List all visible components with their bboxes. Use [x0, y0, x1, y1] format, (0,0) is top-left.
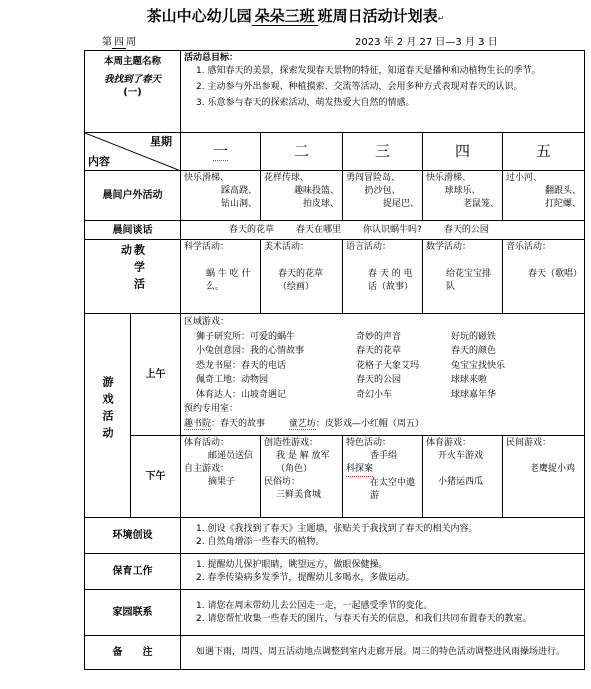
- games-afternoon-row: [85, 436, 585, 518]
- content-label: 内容: [88, 155, 110, 168]
- area-row: 恐龙书屋：春天的电话 花格子大象艾玛 兔宝宝找快乐: [196, 360, 506, 371]
- games-label: 游戏活动: [101, 375, 114, 444]
- care-row: [85, 554, 585, 590]
- date-range: 2023 年 2 月 27 日—3 月 3 日: [355, 37, 498, 48]
- schedule-table: [84, 50, 585, 670]
- goal-item: 3. 乐意参与春天的探索活动，萌发热爱大自然的情感。: [196, 98, 415, 108]
- notes-label: 备 注: [85, 636, 181, 670]
- teaching-cell: 美术活动： 春天的花草（绘画）: [261, 240, 343, 314]
- weekday-label: 星期: [150, 135, 173, 148]
- week-label: 第 四 周: [102, 37, 136, 48]
- morning-cell: [181, 314, 585, 436]
- family-row: [85, 590, 585, 636]
- theme-name: 我找到了春天: [104, 74, 162, 85]
- school-name: 茶山中心幼儿园: [146, 7, 252, 25]
- outdoor-cell: 快乐滑梯、 球球乐、 老鼠笼、: [423, 171, 503, 221]
- talk-row: [85, 221, 585, 240]
- goals-cell: [181, 51, 585, 133]
- outdoor-cell: 花样传球、 趣味投篮、 拍皮球、: [261, 171, 343, 221]
- afternoon-cell: 特色活动： 香手绢 科探案 在太空中遨游: [343, 436, 423, 518]
- outdoor-label: 晨间户外活动: [85, 171, 181, 221]
- teaching-cell: 科学活动： 蜗 牛 吃 什么。: [181, 240, 261, 314]
- special-room-heading: 预约专用室：: [184, 404, 239, 414]
- day-friday: 五: [503, 133, 585, 171]
- afternoon-label: 下午: [131, 436, 181, 518]
- outdoor-cell: 勇闯冒险岛、 扔沙包、 捉尾巴、: [343, 171, 423, 221]
- day-thursday: 四: [423, 133, 503, 171]
- day-tuesday: 二: [261, 133, 343, 171]
- goals-row: [85, 51, 585, 133]
- goals-heading: 活动总目标：: [184, 53, 239, 63]
- care-label: 保育工作: [85, 554, 181, 590]
- afternoon-cell: 体育游戏： 开火车游戏 小猪运西瓜: [423, 436, 503, 518]
- goal-item: 2. 主动参与外出参观、种植摸索、交流等活动，会用多种方式表现对春天的认识。: [196, 82, 523, 92]
- talk-label: 晨间谈话: [85, 221, 181, 240]
- teaching-cell: 音乐活动： 春天（歌唱）: [503, 240, 585, 314]
- special-room-row: 趣书院：春天的故事 童艺坊：皮影戏—小红帽（周五）: [184, 418, 424, 429]
- outdoor-cell: 过小河、 翻跟头、 打陀螺、: [503, 171, 585, 221]
- teaching-label-cell: [85, 240, 181, 314]
- environment-cell: 1. 创设《我找到了春天》主题墙，张贴关于我找到了春天的相关内容。 2. 自然角增添一些春天的植物。: [181, 518, 585, 554]
- theme-label: 本周主题名称: [104, 56, 162, 67]
- outdoor-cell: 快乐滑梯、 踩高跷、 钻山洞、: [181, 171, 261, 221]
- goal-item: 1. 感知春天的美景，探索发现春天景物的特征，知道春天是播种和动植物生长的季节。: [196, 66, 541, 76]
- weekday-corner: [85, 133, 181, 171]
- talk-item: 春天在哪里: [296, 224, 342, 235]
- games-morning-row: [85, 314, 585, 436]
- talk-item: 你认识蜗牛吗?: [363, 224, 422, 235]
- area-row: 狮子研究所：可爱的蜗牛 奇妙的声音 好玩的磁铁: [196, 331, 497, 342]
- theme-number: (一): [123, 87, 142, 98]
- outdoor-row: [85, 171, 585, 221]
- care-cell: 1. 提醒幼儿保护眼睛，眺望远方，做眼保健操。 2. 春季传染病多发季节，提醒幼儿多喝水，多做运动。: [181, 554, 585, 590]
- week-number: 四: [114, 37, 124, 48]
- teaching-cell: 语言活动： 春 天 的 电话（故事）: [343, 240, 423, 314]
- notes-cell: 如遇下雨，周四、周五活动地点调整到室内走廊开展。周三的特色活动调整进风雨操场进行。: [181, 636, 585, 670]
- family-label: 家园联系: [85, 590, 181, 636]
- area-row: 小兔创意园：我的心情故事 春天的花草 春天的颜色: [196, 346, 497, 356]
- afternoon-cell: 创造性游戏： 我 是 解 放军（角色） 民俗坊： 三鲜美食城: [261, 436, 343, 518]
- theme-cell: [85, 51, 181, 133]
- games-label-cell: [85, 314, 131, 518]
- afternoon-cell: 体育活动： 邮递员送信 自主游戏： 摘果子: [181, 436, 261, 518]
- day-monday: 一: [181, 133, 261, 171]
- talk-item: 春天的公园: [443, 224, 489, 235]
- morning-label: 上午: [131, 314, 181, 436]
- title-suffix: 班周日活动计划表: [317, 7, 438, 25]
- area-row: 体育达人：山坡奇遇记 奇幻小车 球球嘉年华: [196, 389, 497, 400]
- environment-label: 环境创设: [85, 518, 181, 554]
- notes-row: [85, 636, 585, 670]
- teaching-row: [85, 240, 585, 314]
- family-cell: 1. 请您在周末带幼儿去公园走一走，一起感受季节的变化。 2. 请您帮忙收集一些春天的图片，与春天有关的信息，和我们共同布置春天的教室。: [181, 590, 585, 636]
- area-games-heading: 区域游戏：: [184, 317, 230, 327]
- area-row: 佩奇工地：动物园 春天的公园 球球来啦: [196, 375, 488, 385]
- teaching-label: 教学活动: [119, 243, 146, 295]
- class-name: 朵朵三班: [252, 7, 318, 26]
- page-title: 茶山中心幼儿园 朵朵三班 班周日活动计划表↵: [146, 7, 445, 25]
- talk-cell: [181, 221, 585, 240]
- environment-row: [85, 518, 585, 554]
- day-wednesday: 三: [343, 133, 423, 171]
- weekday-row: [85, 133, 585, 171]
- teaching-cell: 数学活动： 给花宝宝排队: [423, 240, 503, 314]
- talk-item: 春天的花草: [229, 224, 275, 235]
- afternoon-cell: 民间游戏： 老鹰捉小鸡: [503, 436, 585, 518]
